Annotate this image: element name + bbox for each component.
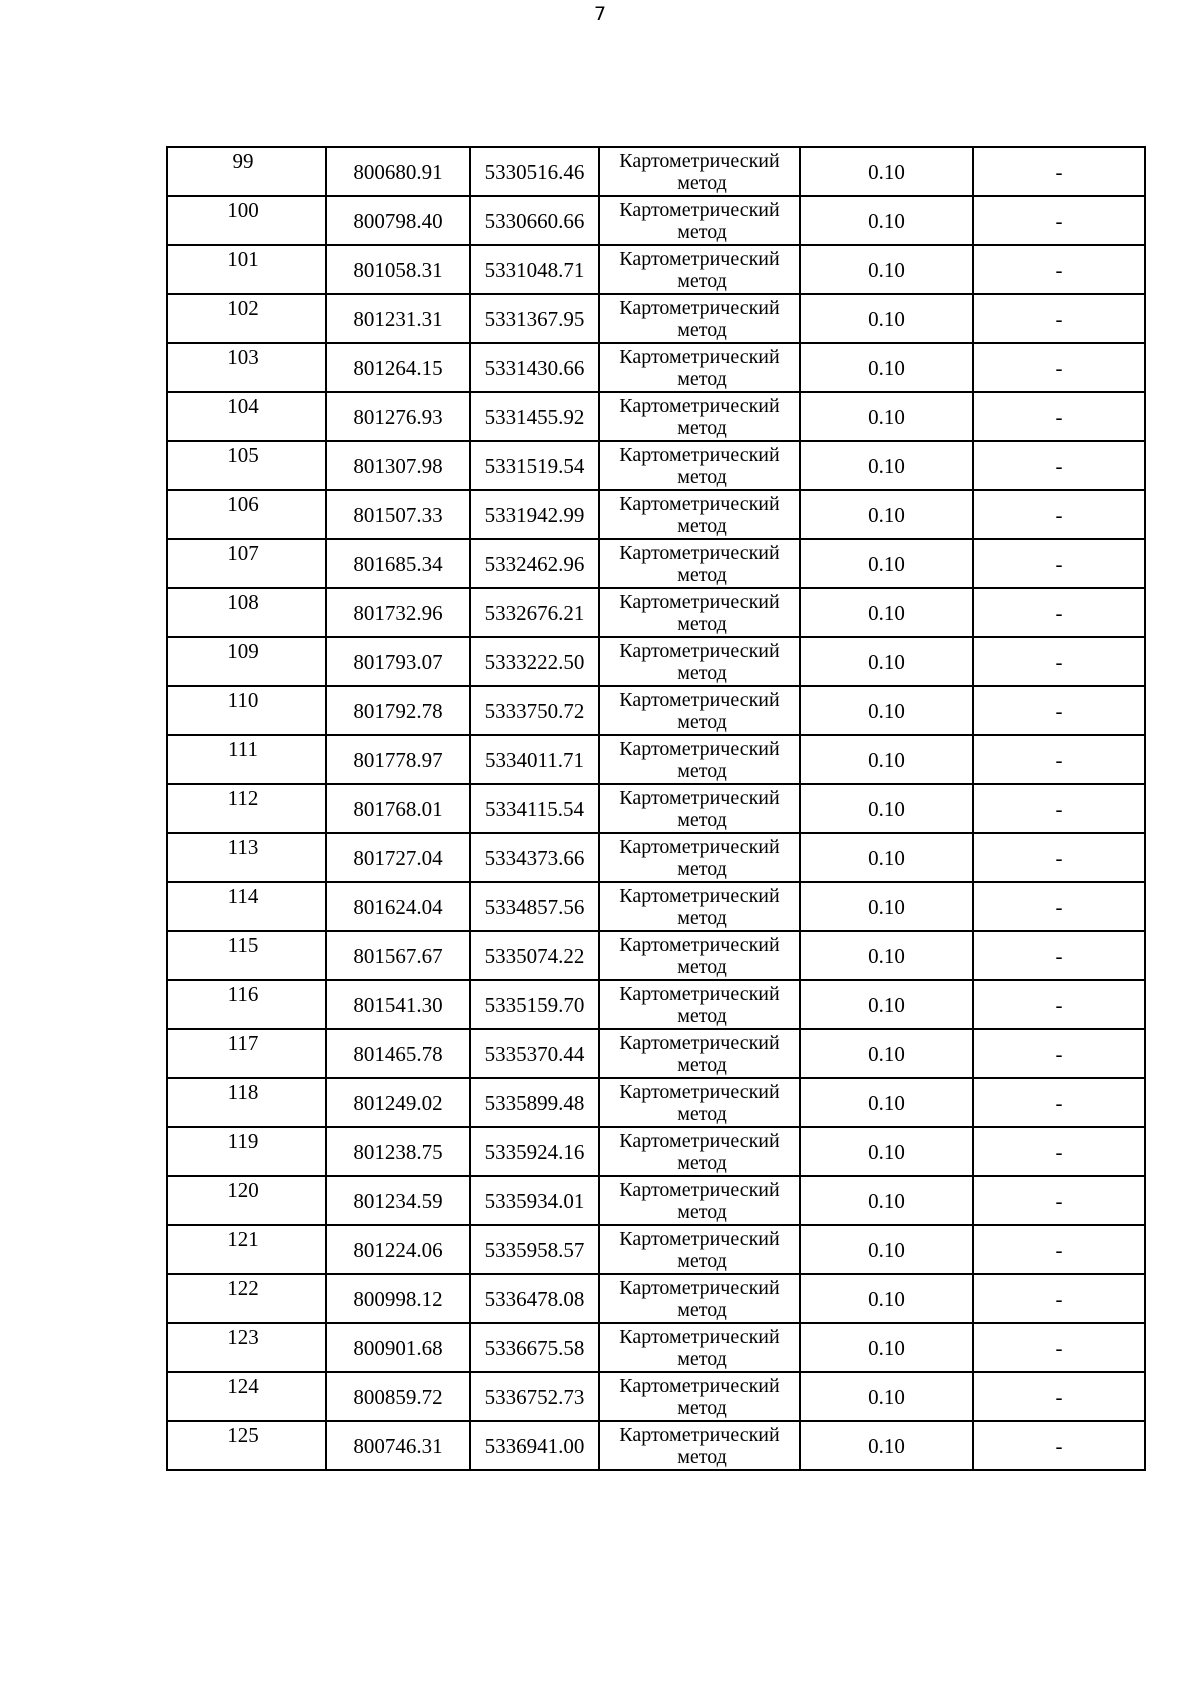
point-number-cell [167,637,326,686]
method-text-line1: Картометрический [619,884,780,907]
y-coordinate-cell: 5331942.99 [470,490,599,539]
method-text-line2: метод [677,1102,727,1125]
point-number-cell [167,196,326,245]
method-text-line1: Картометрический [619,1325,780,1348]
x-coordinate-cell: 801727.04 [326,833,470,882]
precision-cell: 0.10 [800,784,973,833]
y-coordinate-cell: 5332676.21 [470,588,599,637]
x-coordinate-cell: 801058.31 [326,245,470,294]
method-cell [599,784,800,833]
precision-cell: 0.10 [800,539,973,588]
method-cell [599,1078,800,1127]
x-coordinate-cell: 801541.30 [326,980,470,1029]
precision-cell: 0.10 [800,147,973,196]
method-cell [599,1127,800,1176]
point-number-cell [167,1127,326,1176]
point-number: 109 [227,639,259,663]
method-cell [599,245,800,294]
method-cell [599,147,800,196]
point-number: 114 [227,884,259,908]
method-text-line2: метод [677,1249,727,1272]
point-number-cell [167,343,326,392]
method-text-line2: метод [677,1347,727,1370]
y-coordinate-cell: 5335370.44 [470,1029,599,1078]
method-cell [599,1421,800,1470]
precision-cell: 0.10 [800,637,973,686]
note-cell: - [973,1176,1145,1225]
y-coordinate-cell: 5336478.08 [470,1274,599,1323]
method-text-line2: метод [677,1151,727,1174]
method-text-line2: метод [677,1200,727,1223]
method-text-line1: Картометрический [619,247,780,270]
method-text-line1: Картометрический [619,345,780,368]
point-number: 113 [227,835,259,859]
precision-cell: 0.10 [800,833,973,882]
method-text-line2: метод [677,171,727,194]
point-number-cell [167,147,326,196]
method-cell [599,490,800,539]
method-text-line2: метод [677,367,727,390]
method-text-line2: метод [677,220,727,243]
precision-cell: 0.10 [800,588,973,637]
precision-cell: 0.10 [800,735,973,784]
note-cell: - [973,343,1145,392]
method-text-line1: Картометрический [619,982,780,1005]
point-number: 120 [227,1178,259,1202]
method-text-line2: метод [677,1298,727,1321]
table-row [167,1274,1145,1323]
method-text-line2: метод [677,710,727,733]
y-coordinate-cell: 5336941.00 [470,1421,599,1470]
table-row [167,147,1145,196]
x-coordinate-cell: 800798.40 [326,196,470,245]
point-number-cell [167,931,326,980]
coordinates-table [166,146,1146,1471]
page-number: 7 [593,3,607,25]
point-number-cell [167,441,326,490]
method-cell [599,882,800,931]
table-row [167,539,1145,588]
point-number: 106 [227,492,259,516]
note-cell: - [973,539,1145,588]
point-number: 103 [227,345,259,369]
precision-cell: 0.10 [800,931,973,980]
point-number: 110 [227,688,259,712]
note-cell: - [973,1372,1145,1421]
note-cell: - [973,931,1145,980]
method-text-line2: метод [677,1396,727,1419]
method-text-line1: Картометрический [619,1031,780,1054]
method-cell [599,539,800,588]
x-coordinate-cell: 800746.31 [326,1421,470,1470]
point-number-cell [167,245,326,294]
method-text-line2: метод [677,1004,727,1027]
method-text-line1: Картометрический [619,688,780,711]
point-number-cell [167,1225,326,1274]
x-coordinate-cell: 801465.78 [326,1029,470,1078]
method-text-line1: Картометрический [619,737,780,760]
point-number: 125 [227,1423,259,1447]
precision-cell: 0.10 [800,1127,973,1176]
note-cell: - [973,1323,1145,1372]
x-coordinate-cell: 801768.01 [326,784,470,833]
point-number: 119 [227,1129,259,1153]
x-coordinate-cell: 800680.91 [326,147,470,196]
point-number-cell [167,392,326,441]
precision-cell: 0.10 [800,1078,973,1127]
method-text-line1: Картометрический [619,1178,780,1201]
method-text-line1: Картометрический [619,786,780,809]
point-number-cell [167,980,326,1029]
method-cell [599,1176,800,1225]
y-coordinate-cell: 5336752.73 [470,1372,599,1421]
y-coordinate-cell: 5331048.71 [470,245,599,294]
x-coordinate-cell: 801778.97 [326,735,470,784]
method-cell [599,588,800,637]
x-coordinate-cell: 801732.96 [326,588,470,637]
point-number: 108 [227,590,259,614]
point-number-cell [167,735,326,784]
y-coordinate-cell: 5333750.72 [470,686,599,735]
method-text-line1: Картометрический [619,835,780,858]
table-row [167,1127,1145,1176]
precision-cell: 0.10 [800,1176,973,1225]
x-coordinate-cell: 801231.31 [326,294,470,343]
x-coordinate-cell: 800998.12 [326,1274,470,1323]
note-cell: - [973,1274,1145,1323]
precision-cell: 0.10 [800,245,973,294]
method-text-line1: Картометрический [619,296,780,319]
x-coordinate-cell: 801507.33 [326,490,470,539]
point-number: 101 [227,247,259,271]
precision-cell: 0.10 [800,1372,973,1421]
x-coordinate-cell: 800859.72 [326,1372,470,1421]
coordinates-table-body [167,147,1145,1470]
precision-cell: 0.10 [800,1421,973,1470]
note-cell: - [973,196,1145,245]
point-number: 122 [227,1276,259,1300]
point-number-cell [167,1078,326,1127]
method-cell [599,931,800,980]
note-cell: - [973,588,1145,637]
table-row [167,343,1145,392]
precision-cell: 0.10 [800,294,973,343]
table-row [167,490,1145,539]
method-text-line1: Картометрический [619,1374,780,1397]
method-cell [599,441,800,490]
method-cell [599,1029,800,1078]
point-number-cell [167,1323,326,1372]
table-row [167,1323,1145,1372]
point-number: 104 [227,394,259,418]
point-number: 102 [227,296,259,320]
table-row [167,735,1145,784]
method-text-line2: метод [677,612,727,635]
x-coordinate-cell: 801307.98 [326,441,470,490]
x-coordinate-cell: 801624.04 [326,882,470,931]
method-cell [599,980,800,1029]
y-coordinate-cell: 5331367.95 [470,294,599,343]
note-cell: - [973,294,1145,343]
point-number-cell [167,784,326,833]
method-text-line2: метод [677,514,727,537]
y-coordinate-cell: 5334857.56 [470,882,599,931]
method-cell [599,1225,800,1274]
table-row [167,588,1145,637]
method-cell [599,735,800,784]
method-text-line1: Картометрический [619,1227,780,1250]
table-row [167,980,1145,1029]
table-row [167,637,1145,686]
table-row [167,931,1145,980]
x-coordinate-cell: 801792.78 [326,686,470,735]
point-number: 105 [227,443,259,467]
note-cell: - [973,784,1145,833]
table-row [167,1078,1145,1127]
point-number-cell [167,1029,326,1078]
x-coordinate-cell: 801238.75 [326,1127,470,1176]
method-text-line2: метод [677,318,727,341]
x-coordinate-cell: 801685.34 [326,539,470,588]
y-coordinate-cell: 5335159.70 [470,980,599,1029]
x-coordinate-cell: 801793.07 [326,637,470,686]
point-number-cell [167,1372,326,1421]
note-cell: - [973,1078,1145,1127]
precision-cell: 0.10 [800,980,973,1029]
note-cell: - [973,1421,1145,1470]
method-cell [599,637,800,686]
y-coordinate-cell: 5330516.46 [470,147,599,196]
point-number-cell [167,1421,326,1470]
point-number: 118 [227,1080,259,1104]
note-cell: - [973,441,1145,490]
note-cell: - [973,147,1145,196]
point-number: 121 [227,1227,259,1251]
table-row [167,686,1145,735]
precision-cell: 0.10 [800,686,973,735]
table-row [167,1372,1145,1421]
method-text-line2: метод [677,661,727,684]
point-number-cell [167,882,326,931]
precision-cell: 0.10 [800,1274,973,1323]
point-number-cell [167,686,326,735]
note-cell: - [973,245,1145,294]
y-coordinate-cell: 5336675.58 [470,1323,599,1372]
method-cell [599,196,800,245]
precision-cell: 0.10 [800,441,973,490]
method-text-line2: метод [677,416,727,439]
method-text-line1: Картометрический [619,590,780,613]
y-coordinate-cell: 5335958.57 [470,1225,599,1274]
x-coordinate-cell: 801249.02 [326,1078,470,1127]
point-number-cell [167,490,326,539]
point-number: 117 [227,1031,259,1055]
x-coordinate-cell: 801567.67 [326,931,470,980]
y-coordinate-cell: 5335899.48 [470,1078,599,1127]
method-cell [599,686,800,735]
x-coordinate-cell: 801264.15 [326,343,470,392]
method-cell [599,294,800,343]
precision-cell: 0.10 [800,196,973,245]
note-cell: - [973,392,1145,441]
method-text-line2: метод [677,857,727,880]
table-row [167,441,1145,490]
method-text-line2: метод [677,906,727,929]
point-number: 111 [228,737,258,761]
point-number-cell [167,294,326,343]
note-cell: - [973,882,1145,931]
method-text-line2: метод [677,1445,727,1468]
note-cell: - [973,980,1145,1029]
table-row [167,392,1145,441]
method-text-line2: метод [677,563,727,586]
y-coordinate-cell: 5334115.54 [470,784,599,833]
method-text-line1: Картометрический [619,541,780,564]
table-row [167,1176,1145,1225]
x-coordinate-cell: 801224.06 [326,1225,470,1274]
method-cell [599,1372,800,1421]
method-text-line1: Картометрический [619,1423,780,1446]
note-cell: - [973,1225,1145,1274]
table-row [167,294,1145,343]
point-number-cell [167,833,326,882]
precision-cell: 0.10 [800,392,973,441]
x-coordinate-cell: 801234.59 [326,1176,470,1225]
precision-cell: 0.10 [800,343,973,392]
y-coordinate-cell: 5330660.66 [470,196,599,245]
method-text-line2: метод [677,759,727,782]
table-row [167,196,1145,245]
y-coordinate-cell: 5332462.96 [470,539,599,588]
method-text-line1: Картометрический [619,198,780,221]
method-cell [599,343,800,392]
note-cell: - [973,833,1145,882]
point-number: 124 [227,1374,259,1398]
method-text-line2: метод [677,808,727,831]
method-text-line2: метод [677,465,727,488]
method-cell [599,1274,800,1323]
y-coordinate-cell: 5335934.01 [470,1176,599,1225]
table-row [167,1029,1145,1078]
precision-cell: 0.10 [800,1323,973,1372]
precision-cell: 0.10 [800,1225,973,1274]
table-row [167,882,1145,931]
precision-cell: 0.10 [800,882,973,931]
point-number: 107 [227,541,259,565]
note-cell: - [973,1127,1145,1176]
point-number: 112 [227,786,259,810]
method-text-line1: Картометрический [619,443,780,466]
method-text-line1: Картометрический [619,933,780,956]
table-row [167,1421,1145,1470]
table-row [167,1225,1145,1274]
method-text-line1: Картометрический [619,1129,780,1152]
note-cell: - [973,637,1145,686]
precision-cell: 0.10 [800,490,973,539]
method-text-line2: метод [677,269,727,292]
precision-cell: 0.10 [800,1029,973,1078]
point-number-cell [167,588,326,637]
table-row [167,245,1145,294]
table-row [167,833,1145,882]
method-cell [599,392,800,441]
point-number-cell [167,539,326,588]
y-coordinate-cell: 5335074.22 [470,931,599,980]
point-number: 100 [227,198,259,222]
method-text-line1: Картометрический [619,149,780,172]
note-cell: - [973,490,1145,539]
point-number: 123 [227,1325,259,1349]
method-text-line1: Картометрический [619,1276,780,1299]
y-coordinate-cell: 5333222.50 [470,637,599,686]
method-cell [599,833,800,882]
y-coordinate-cell: 5335924.16 [470,1127,599,1176]
y-coordinate-cell: 5334373.66 [470,833,599,882]
note-cell: - [973,1029,1145,1078]
y-coordinate-cell: 5334011.71 [470,735,599,784]
point-number: 116 [227,982,259,1006]
table-row [167,784,1145,833]
y-coordinate-cell: 5331430.66 [470,343,599,392]
x-coordinate-cell: 801276.93 [326,392,470,441]
method-text-line1: Картометрический [619,394,780,417]
note-cell: - [973,686,1145,735]
point-number-cell [167,1274,326,1323]
method-cell [599,1323,800,1372]
method-text-line2: метод [677,955,727,978]
method-text-line1: Картометрический [619,492,780,515]
x-coordinate-cell: 800901.68 [326,1323,470,1372]
point-number-cell [167,1176,326,1225]
y-coordinate-cell: 5331519.54 [470,441,599,490]
note-cell: - [973,735,1145,784]
point-number: 99 [232,149,254,173]
method-text-line2: метод [677,1053,727,1076]
method-text-line1: Картометрический [619,1080,780,1103]
method-text-line1: Картометрический [619,639,780,662]
y-coordinate-cell: 5331455.92 [470,392,599,441]
point-number: 115 [227,933,259,957]
